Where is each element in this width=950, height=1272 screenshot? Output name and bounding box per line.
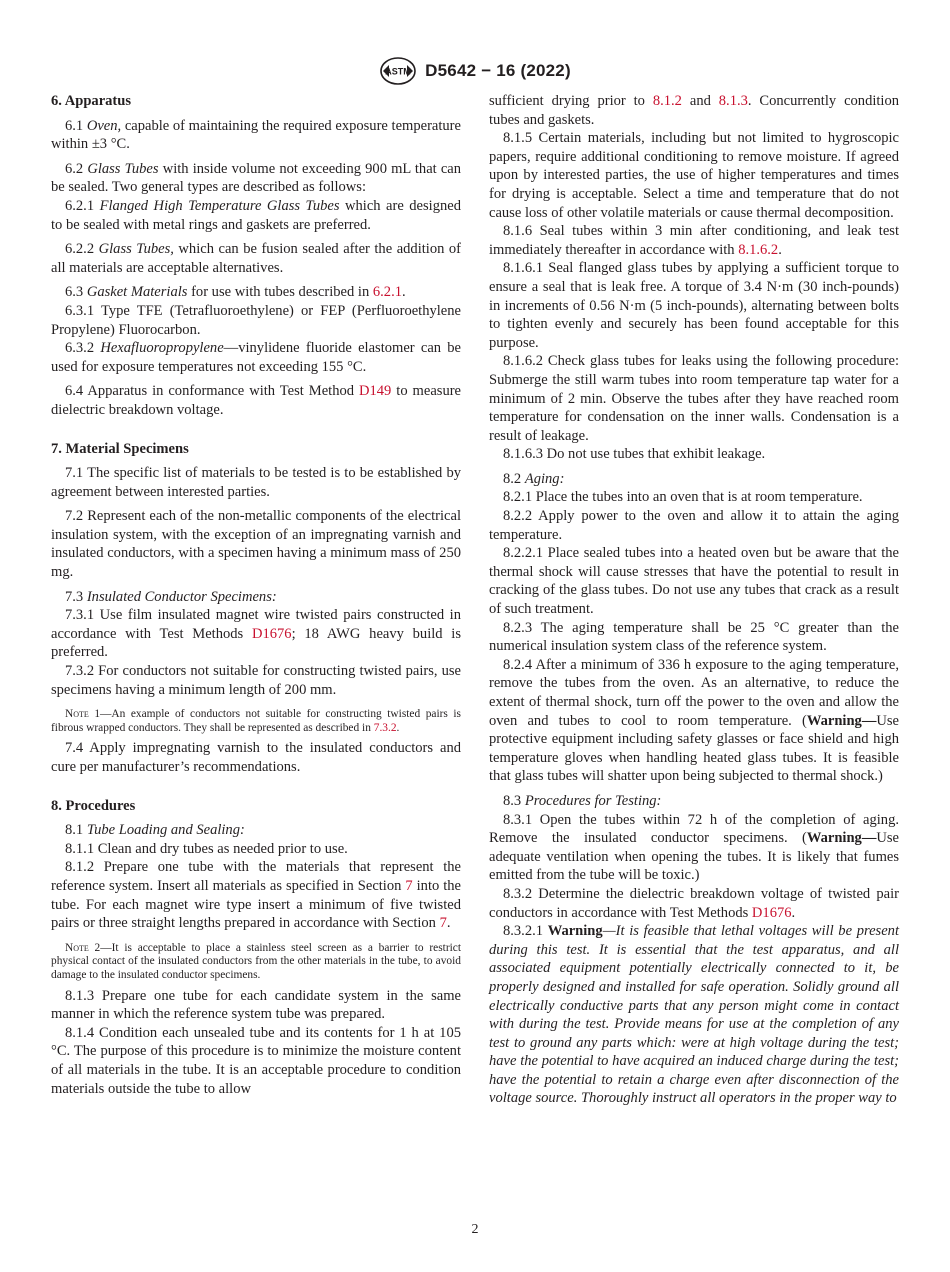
section-7-title: 7. Material Specimens	[51, 440, 189, 457]
para-8-1-3: 8.1.3 Prepare one tube for each candidate system in the same manner in which the reference system tube was prepared.	[51, 987, 461, 1023]
link-d1676-b[interactable]: D1676	[751, 904, 792, 921]
para-8-2-2-1: 8.2.2.1 Place sealed tubes into a heated oven but be aware that the thermal shock will cause stresses that have the potential to result in cracking of the glass tubes. Do not use any tubes that crack as a result of such treatment.	[489, 545, 899, 618]
para-8-1-1: 8.1.1 Clean and dry tubes as needed prior to use.	[65, 840, 348, 857]
para-8-3-1: 8.3.1 Open the tubes within 72 h of the completion of aging. Remove the insulated conductor specimens. (Warning—Use adequate ventilation when opening the tubes. It is likely that fumes emitted from the tube will be toxic.)	[489, 811, 899, 884]
astm-logo-text: ASTM	[385, 66, 411, 77]
link-d149[interactable]: D149	[358, 383, 392, 400]
link-section-7-a[interactable]: 7	[405, 877, 413, 894]
para-8-1-6-2: 8.1.6.2 Check glass tubes for leaks using the following procedure: Submerge the still warm tubes into room temperature tap water for a minimum of 2 min. Observe the tubes after they have reached room temperature for condensation on the inner walls. Condensation is a result of leakage.	[489, 353, 899, 444]
para-8-1-6: 8.1.6 Seal tubes within 3 min after conditioning, and leak test immediately thereafter in accordance with 8.1.6.2.	[489, 223, 899, 258]
para-8-3-2: 8.3.2 Determine the dielectric breakdown voltage of twisted pair conductors in accordance with Test Methods D1676.	[489, 885, 899, 921]
astm-logo-icon	[379, 56, 417, 86]
link-d1676[interactable]: D1676	[251, 625, 292, 642]
right-column	[489, 92, 899, 1108]
para-6-3-1: 6.3.1 Type TFE (Tetrafluoroethylene) or FEP (Perfluoroethylene Propylene) Fluorocarbon.	[51, 302, 461, 338]
link-8-1-6-2[interactable]: 8.1.6.2	[738, 241, 779, 258]
para-8-2-3: 8.2.3 The aging temperature shall be 25 °C greater than the numerical insulation system class of the reference system.	[489, 619, 899, 655]
para-8-1-4-cont: sufficient drying prior to 8.1.2 and 8.1.3. Concurrently condition tubes and gaskets.	[489, 93, 900, 128]
para-6-2-2: 6.2.2 Glass Tubes, which can be fusion sealed after the addition of all materials are acceptable alternatives.	[51, 241, 462, 276]
para-6-3-2: 6.3.2 Hexafluoropropylene—vinylidene fluoride elastomer can be used for exposure temperatures not exceeding 155 °C.	[51, 340, 461, 375]
para-6-3: 6.3 Gasket Materials for use with tubes described in 6.2.1.	[65, 284, 406, 301]
para-8-2-4: 8.2.4 After a minimum of 336 h exposure to the aging temperature, remove the tubes from the oven. As an alternative, to reduce the extent of thermal shock, turn off the power to the oven and allow the oven and tubes to cool to room temperature. (Warning—Use protective equipment including safety glasses or face shield and high temperature gloves when handling heated glass tubes. It is feasible that glass tubes will shatter upon being subjected to thermal shock.)	[489, 656, 899, 785]
para-6-2-1: 6.2.1 Flanged High Temperature Glass Tubes which are designed to be sealed with metal rings and gaskets are preferred.	[51, 197, 461, 233]
para-7-1: 7.1 The specific list of materials to be tested is to be established by agreement between interested parties.	[51, 465, 461, 500]
para-7-4: 7.4 Apply impregnating varnish to the insulated conductors and cure per manufacturer’s recommendations.	[51, 740, 461, 775]
para-7-3-2: 7.3.2 For conductors not suitable for constructing twisted pairs, use specimens having a minimum length of 200 mm.	[51, 663, 461, 698]
para-6-1: 6.1 Oven, capable of maintaining the required exposure temperature within ±3 °C.	[51, 117, 461, 153]
document-id: D5642 − 16 (2022)	[425, 61, 571, 80]
para-8-1-6-1: 8.1.6.1 Seal flanged glass tubes by applying a sufficient torque to ensure a seal that is leak free. A torque of 3.4 N·m (30 inch-pounds) in increments of 0.56 N·m (5 inch-pounds), alternating between bolts to tighten evenly and securely has been found acceptable for this purpose.	[489, 260, 899, 351]
link-8-1-2[interactable]: 8.1.2	[652, 93, 682, 109]
page-header	[0, 56, 950, 86]
page-number: 2	[471, 1222, 479, 1237]
para-8-2: 8.2 Aging:	[503, 470, 565, 487]
para-8-1-5: 8.1.5 Certain materials, including but not limited to hygroscopic papers, require additional conditioning to remove moisture. If agreed upon by interested parties, the use of higher temperatures and times for drying is acceptable. Select a time and temperature that do not cause loss of other volatile materials or cause thermal decomposition.	[489, 130, 899, 221]
para-8-3: 8.3 Procedures for Testing:	[503, 792, 662, 809]
note-2: Note 2—It is acceptable to place a stainless steel screen as a barrier to restrict physical contact of the insulated conductors from the other materials in the tube, to avoid damage to the insulated conductor specimens.	[51, 941, 461, 981]
para-8-3-2-1: 8.3.2.1 Warning—It is feasible that lethal voltages will be present during this test. It is essential that the test apparatus, and all associated equipment potentially electrically connected to it, be properly designed and installed for safe operation. Solidly ground all electrically conductive parts that any person might come in contact with during the test. Provide means for use at the completion of any test to ground any parts which: were at high voltage during the test; have the potential to have acquired an induced charge during the test; have the potential to retain a charge even after disconnection of the voltage source. Thoroughly instruct all operators in the proper way to	[489, 923, 899, 1107]
section-8-title: 8. Procedures	[51, 797, 136, 814]
link-8-1-3[interactable]: 8.1.3	[718, 93, 748, 109]
para-8-1-6-3: 8.1.6.3 Do not use tubes that exhibit leakage.	[503, 446, 766, 463]
left-column	[51, 92, 461, 1098]
link-7-3-2[interactable]: 7.3.2	[373, 721, 397, 734]
para-7-3-1: 7.3.1 Use film insulated magnet wire twisted pairs constructed in accordance with Test Methods D1676; 18 AWG heavy build is preferred.	[51, 607, 462, 661]
para-7-2: 7.2 Represent each of the non-metallic components of the electrical insulation system, with the exception of an impregnating varnish and insulated conductors, with a specimen having a minimum mass of 250 mg.	[51, 508, 461, 581]
para-8-1: 8.1 Tube Loading and Sealing:	[65, 822, 245, 839]
para-8-2-1: 8.2.1 Place the tubes into an oven that is at room temperature.	[503, 489, 863, 506]
para-6-2: 6.2 Glass Tubes with inside volume not exceeding 900 mL that can be sealed. Two general types are described as follows:	[51, 160, 462, 196]
para-8-1-2: 8.1.2 Prepare one tube with the materials that represent the reference system. Insert all materials as specified in Section 7 into the tube. For each magnet wire type insert a minimum of five twisted pairs or three straight lengths prepared in accordance with Section 7.	[51, 859, 461, 932]
para-6-4: 6.4 Apparatus in conformance with Test Method D149 to measure dielectric breakdown voltage.	[51, 383, 462, 418]
section-6-title: 6. Apparatus	[51, 93, 132, 109]
para-8-1-4: 8.1.4 Condition each unsealed tube and its contents for 1 h at 105 °C. The purpose of this procedure is to minimize the moisture content of all materials in the tube. It is an acceptable procedure to condition materials outside the tube to allow	[51, 1024, 461, 1097]
para-7-3: 7.3 Insulated Conductor Specimens:	[65, 588, 277, 605]
link-6-2-1[interactable]: 6.2.1	[372, 284, 402, 301]
note-1: Note 1—An example of conductors not suitable for constructing twisted pairs is fibrous wrapped conductors. They shall be represented as described in 7.3.2.	[51, 708, 461, 734]
para-8-2-2: 8.2.2 Apply power to the oven and allow it to attain the aging temperature.	[489, 508, 899, 543]
link-section-7-b[interactable]: 7	[439, 915, 447, 932]
